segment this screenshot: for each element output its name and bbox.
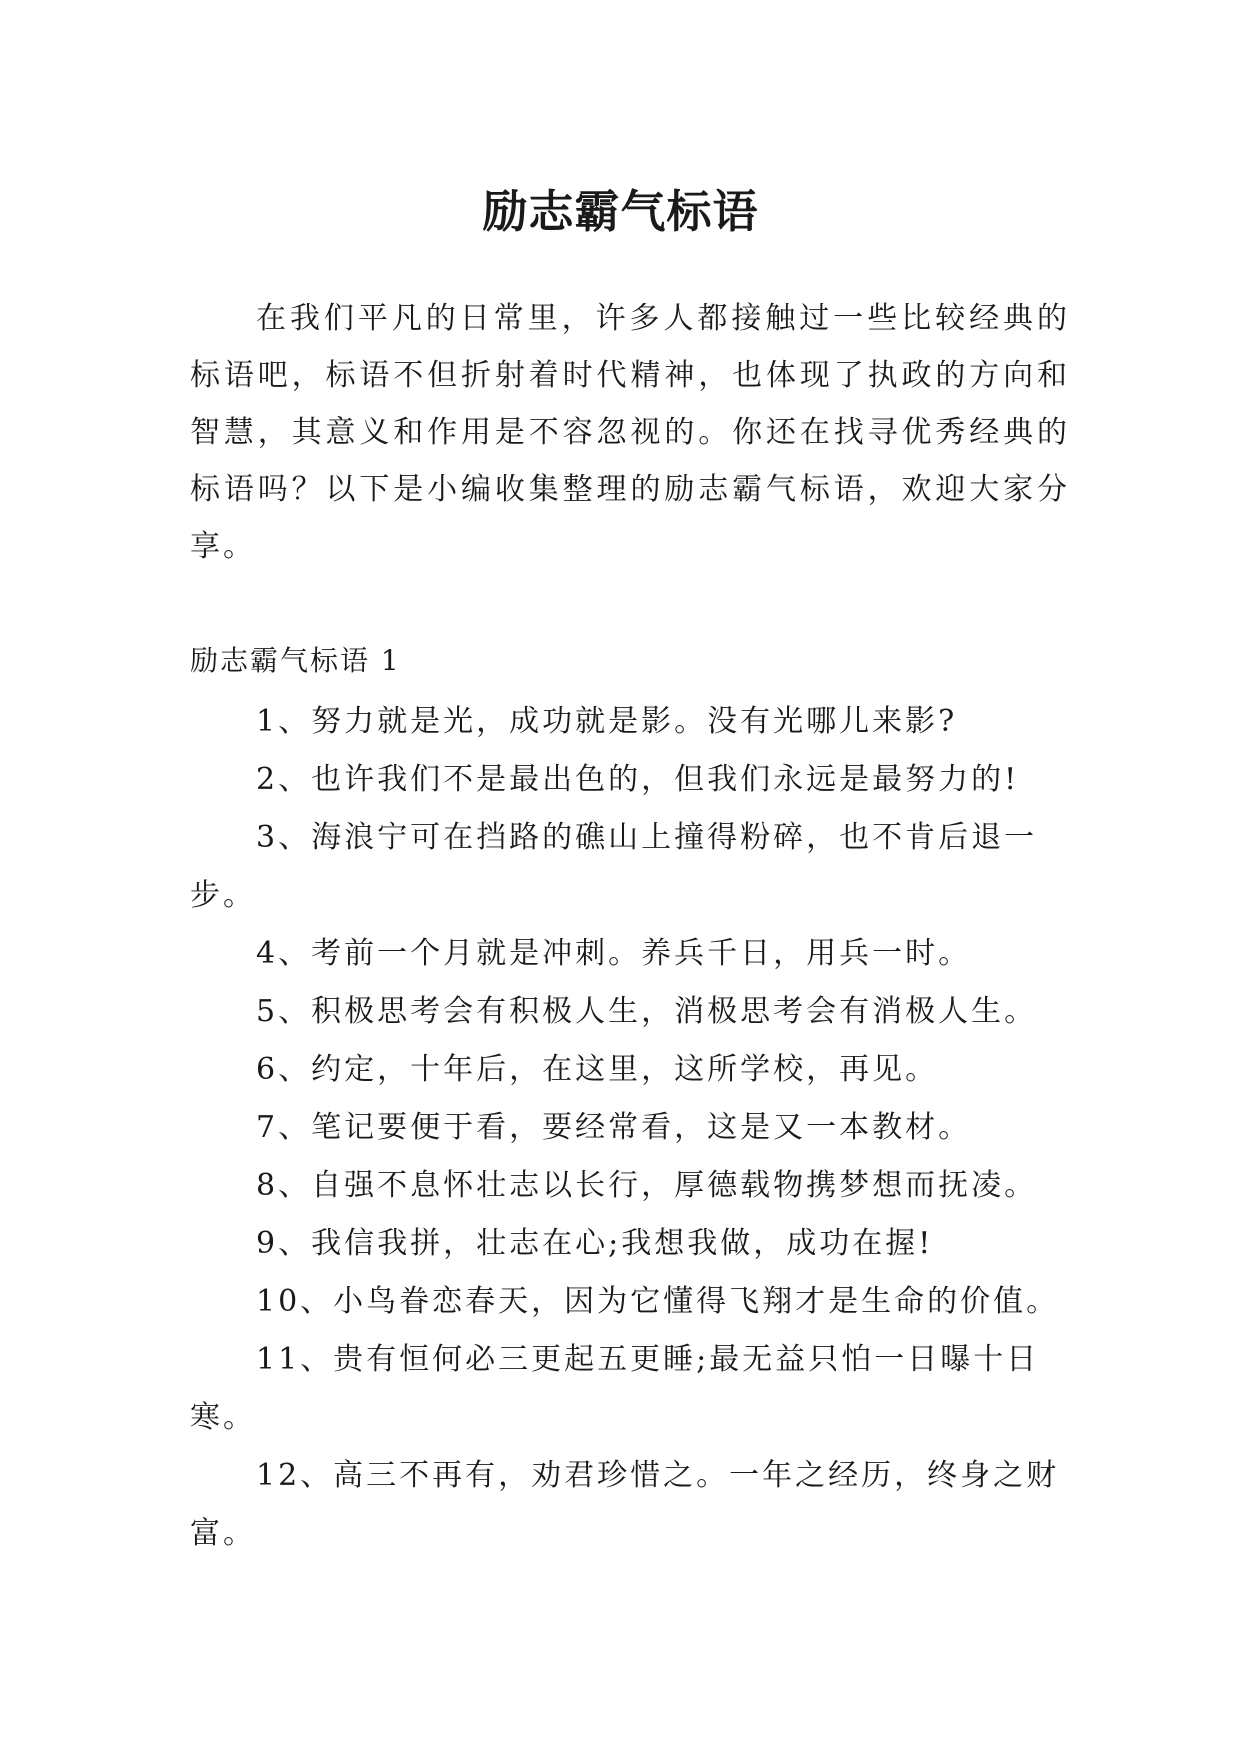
- section-heading: 励志霸气标语 1: [190, 644, 401, 677]
- document-title: 励志霸气标语: [482, 185, 759, 239]
- slogan-item: 3、海浪宁可在挡路的礁山上撞得粉碎，也不肯后退一步。: [190, 820, 1038, 913]
- slogan-item: 5、积极思考会有积极人生，消极思考会有消极人生。: [256, 994, 1038, 1029]
- slogan-item: 7、笔记要便于看，要经常看，这是又一本教材。: [256, 1110, 972, 1145]
- slogan-item: 11、贵有恒何必三更起五更睡;最无益只怕一日曝十日寒。: [190, 1342, 1040, 1435]
- slogan-item: 6、约定，十年后，在这里，这所学校，再见。: [256, 1052, 939, 1087]
- slogan-item: 4、考前一个月就是冲刺。养兵千日，用兵一时。: [256, 936, 972, 971]
- intro-paragraph: 在我们平凡的日常里，许多人都接触过一些比较经典的标语吧，标语不但折射着时代精神，也体现了执政的方向和智慧，其意义和作用是不容忽视的。你还在找寻优秀经典的标语吗？以下是小编收集整理的励志霸气标语，欢迎大家分享。: [190, 301, 1070, 564]
- slogan-item: 8、自强不息怀壮志以长行，厚德载物携梦想而抚凌。: [256, 1168, 1038, 1203]
- slogan-item: 12、高三不再有，劝君珍惜之。一年之经历，终身之财富。: [190, 1458, 1060, 1551]
- slogan-item: 1、努力就是光，成功就是影。没有光哪儿来影?: [256, 704, 958, 739]
- slogan-item: 10、小鸟眷恋春天，因为它懂得飞翔才是生命的价值。: [256, 1284, 1060, 1319]
- slogan-list: [190, 693, 1070, 1563]
- slogan-item: 9、我信我拼，壮志在心;我想我做，成功在握!: [256, 1226, 934, 1261]
- slogan-item: 2、也许我们不是最出色的，但我们永远是最努力的!: [256, 762, 1020, 797]
